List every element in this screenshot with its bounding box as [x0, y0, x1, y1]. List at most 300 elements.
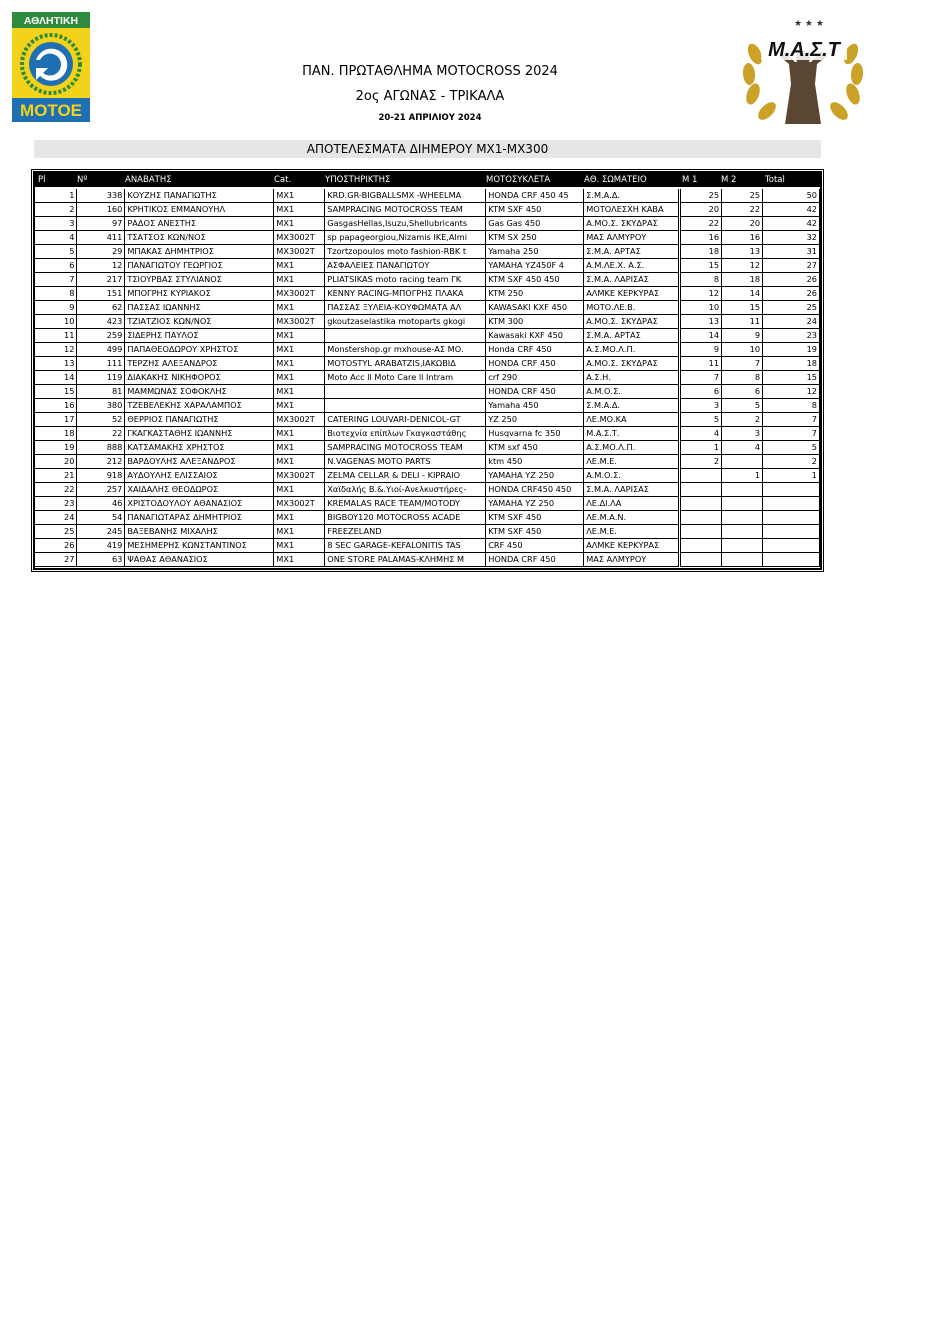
- cell-sponsor: [325, 329, 486, 343]
- cell-category: MX1: [274, 329, 325, 343]
- cell-number: 423: [77, 315, 125, 329]
- athlitiki-motoe-logo: [12, 12, 90, 122]
- cell-m2: 4: [722, 441, 763, 455]
- cell-category: MX1: [274, 553, 325, 567]
- cell-motorcycle: YZ 250: [486, 413, 584, 427]
- cell-sponsor: CATERING LOUVARI-DENICOL-GT: [325, 413, 486, 427]
- cell-pl: 8: [35, 287, 77, 301]
- table-row: [35, 413, 820, 427]
- cell-sponsor: ONE STORE PALAMAS-ΚΛΗΜΗΣ Μ: [325, 553, 486, 567]
- cell-pl: 19: [35, 441, 77, 455]
- cell-motorcycle: HONDA CRF 450: [486, 385, 584, 399]
- cell-total: 7: [763, 427, 820, 441]
- cell-motorcycle: KTM SXF 450: [486, 203, 584, 217]
- cell-pl: 2: [35, 203, 77, 217]
- cell-number: 151: [77, 287, 125, 301]
- cell-m1: 25: [680, 189, 722, 203]
- cell-sponsor: KREMALAS RACE TEAM/MOTODY: [325, 497, 486, 511]
- cell-rider: ΔΙΑΚΑΚΗΣ ΝΙΚΗΦΟΡΟΣ: [125, 371, 274, 385]
- cell-motorcycle: YAMAHA YZ450F 4: [486, 259, 584, 273]
- cell-m1: 20: [680, 203, 722, 217]
- cell-m1: 15: [680, 259, 722, 273]
- table-row: [35, 231, 820, 245]
- cell-rider: ΑΥΔΟΥΛΗΣ ΕΛΙΣΣΑΙΟΣ: [125, 469, 274, 483]
- cell-sponsor: GasgasHellas,Isuzu,Shellubricants: [325, 217, 486, 231]
- cell-m1: [680, 539, 722, 553]
- table-row: [35, 511, 820, 525]
- cell-club: ΛΕ.ΔΙ.ΛΑ: [584, 497, 680, 511]
- cell-total: 27: [763, 259, 820, 273]
- cell-club: Α.ΜΟ.Σ. ΣΚΥΔΡΑΣ: [584, 315, 680, 329]
- cell-number: 411: [77, 231, 125, 245]
- cell-category: MX3002T: [274, 469, 325, 483]
- cell-pl: 4: [35, 231, 77, 245]
- cell-number: 46: [77, 497, 125, 511]
- cell-pl: 6: [35, 259, 77, 273]
- col-total: Total: [765, 175, 785, 185]
- col-sponsor: ΥΠΟΣΤΗΡΙΚΤΗΣ: [325, 175, 391, 185]
- cell-sponsor: KRD.GR-BIGBALLSMX -WHEELMA: [325, 189, 486, 203]
- col-pl: Pl: [38, 175, 46, 185]
- table-row: [35, 525, 820, 539]
- cell-sponsor: KENNY RACING-ΜΠΟΓΡΗΣ ΠΛΑΚΑ: [325, 287, 486, 301]
- table-row: [35, 287, 820, 301]
- table-row: [35, 469, 820, 483]
- cell-sponsor: Tzortzopoulos moto fashion-RBK t: [325, 245, 486, 259]
- cell-total: 5: [763, 441, 820, 455]
- cell-pl: 22: [35, 483, 77, 497]
- cell-motorcycle: KTM SX 250: [486, 231, 584, 245]
- cell-sponsor: [325, 399, 486, 413]
- cell-pl: 9: [35, 301, 77, 315]
- results-table: [33, 171, 822, 570]
- cell-sponsor: Χαϊδαλής Β.&.Υιοί-Ανελκυστήρες-: [325, 483, 486, 497]
- cell-category: MX3002T: [274, 287, 325, 301]
- cell-club: ΜΑΣ ΑΛΜΥΡΟΥ: [584, 553, 680, 567]
- cell-sponsor: ZELMA CELLAR & DELI - KIPRAIO: [325, 469, 486, 483]
- cell-total: 25: [763, 301, 820, 315]
- cell-total: 26: [763, 273, 820, 287]
- cell-rider: ΒΑΡΔΟΥΛΗΣ ΑΛΕΞΑΝΔΡΟΣ: [125, 455, 274, 469]
- cell-rider: ΜΠΟΓΡΗΣ ΚΥΡΙΑΚΟΣ: [125, 287, 274, 301]
- cell-motorcycle: Yamaha 450: [486, 399, 584, 413]
- cell-pl: 20: [35, 455, 77, 469]
- cell-m1: 18: [680, 245, 722, 259]
- cell-rider: ΧΑΙΔΑΛΗΣ ΘΕΟΔΩΡΟΣ: [125, 483, 274, 497]
- cell-m1: 11: [680, 357, 722, 371]
- cell-rider: ΘΕΡΡΙΟΣ ΠΑΝΑΓΙΩΤΗΣ: [125, 413, 274, 427]
- cell-category: MX3002T: [274, 413, 325, 427]
- cell-motorcycle: KTM 300: [486, 315, 584, 329]
- cell-rider: ΤΣΙΟΥΡΒΑΣ ΣΤΥΛΙΑΝΟΣ: [125, 273, 274, 287]
- col-m2: M 2: [721, 175, 737, 185]
- cell-category: MX1: [274, 525, 325, 539]
- cell-total: 15: [763, 371, 820, 385]
- cell-category: MX1: [274, 483, 325, 497]
- cell-club: ΜΑΣ ΑΛΜΥΡΟΥ: [584, 231, 680, 245]
- cell-number: 81: [77, 385, 125, 399]
- col-rider: ΑΝΑΒΑΤΗΣ: [125, 175, 172, 185]
- cell-total: 23: [763, 329, 820, 343]
- cell-number: 119: [77, 371, 125, 385]
- cell-pl: 13: [35, 357, 77, 371]
- race-date: 20-21 ΑΠΡΙΛΙΟΥ 2024: [378, 113, 482, 123]
- table-row: [35, 427, 820, 441]
- cell-rider: ΒΑΞΕΒΑΝΗΣ ΜΙΧΑΛΗΣ: [125, 525, 274, 539]
- cell-category: MX1: [274, 399, 325, 413]
- cell-motorcycle: HONDA CRF 450: [486, 553, 584, 567]
- cell-club: Α.Μ.ΛΕ.Χ. Α.Σ.: [584, 259, 680, 273]
- table-row: [35, 301, 820, 315]
- cell-rider: ΜΕΣΗΜΕΡΗΣ ΚΩΝΣΤΑΝΤΙΝΟΣ: [125, 539, 274, 553]
- cell-rider: ΤΕΡΖΗΣ ΑΛΕΞΑΝΔΡΟΣ: [125, 357, 274, 371]
- cell-m1: 4: [680, 427, 722, 441]
- cell-rider: ΚΟΥΖΗΣ ΠΑΝΑΓΙΩΤΗΣ: [125, 189, 274, 203]
- cell-total: [763, 539, 820, 553]
- logo-top-text: ΑΘΛΗΤΙΚΗ: [23, 15, 79, 27]
- cell-m2: 18: [722, 273, 763, 287]
- cell-m1: 12: [680, 287, 722, 301]
- table-row: [35, 273, 820, 287]
- cell-club: Σ.Μ.Α. ΛΑΡΙΣΑΣ: [584, 273, 680, 287]
- cell-m2: [722, 511, 763, 525]
- cell-category: MX1: [274, 343, 325, 357]
- cell-pl: 17: [35, 413, 77, 427]
- cell-m1: 1: [680, 441, 722, 455]
- cell-total: 12: [763, 385, 820, 399]
- cell-club: ΛΕ.Μ.Α.Ν.: [584, 511, 680, 525]
- cell-category: MX1: [274, 357, 325, 371]
- cell-motorcycle: KTM SXF 450 450: [486, 273, 584, 287]
- cell-motorcycle: KTM sxf 450: [486, 441, 584, 455]
- cell-pl: 14: [35, 371, 77, 385]
- cell-m1: 13: [680, 315, 722, 329]
- cell-m2: [722, 539, 763, 553]
- cell-m1: [680, 469, 722, 483]
- cell-number: 918: [77, 469, 125, 483]
- cell-pl: 3: [35, 217, 77, 231]
- cell-sponsor: PLIATSIKAS moto racing team ΓΚ: [325, 273, 486, 287]
- table-row: [35, 483, 820, 497]
- cell-pl: 15: [35, 385, 77, 399]
- cell-motorcycle: KTM SXF 450: [486, 511, 584, 525]
- cell-sponsor: MOTOSTYL ARABATZIS,ΙΑΚΩΒΙΔ: [325, 357, 486, 371]
- table-row: [35, 315, 820, 329]
- cell-rider: ΜΠΑΚΑΣ ΔΗΜΗΤΡΙΟΣ: [125, 245, 274, 259]
- cell-total: 19: [763, 343, 820, 357]
- cell-pl: 5: [35, 245, 77, 259]
- logo-bottom-text: ΜΟΤΟΕ: [19, 101, 83, 120]
- cell-pl: 7: [35, 273, 77, 287]
- cell-m1: 10: [680, 301, 722, 315]
- cell-number: 160: [77, 203, 125, 217]
- cell-motorcycle: Kawasaki KXF 450: [486, 329, 584, 343]
- cell-club: Α.Σ.ΜΟ.Λ.Π.: [584, 343, 680, 357]
- cell-pl: 26: [35, 539, 77, 553]
- cell-club: Σ.Μ.Α. ΑΡΤΑΣ: [584, 329, 680, 343]
- cell-m1: [680, 511, 722, 525]
- cell-sponsor: SAMPRACING MOTOCROSS TEAM: [325, 203, 486, 217]
- cell-m1: 3: [680, 399, 722, 413]
- logo-right-text: Μ.Α.Σ.Τ: [768, 39, 840, 61]
- cell-m2: 9: [722, 329, 763, 343]
- cell-club: ΑΛΜΚΕ ΚΕΡΚΥΡΑΣ: [584, 287, 680, 301]
- cell-m2: [722, 455, 763, 469]
- cell-m1: [680, 497, 722, 511]
- col-motorcycle: ΜΟΤΟΣΥΚΛΕΤΑ: [486, 175, 551, 185]
- cell-motorcycle: ktm 450: [486, 455, 584, 469]
- col-m1: M 1: [682, 175, 698, 185]
- cell-total: 8: [763, 399, 820, 413]
- cell-m1: 9: [680, 343, 722, 357]
- cell-number: 380: [77, 399, 125, 413]
- cell-m1: 8: [680, 273, 722, 287]
- cell-total: 50: [763, 189, 820, 203]
- cell-motorcycle: KTM SXF 450: [486, 525, 584, 539]
- table-row: [35, 455, 820, 469]
- cell-m2: 25: [722, 189, 763, 203]
- cell-rider: ΚΑΤΣΑΜΑΚΗΣ ΧΡΗΣΤΟΣ: [125, 441, 274, 455]
- cell-m2: 6: [722, 385, 763, 399]
- cell-rider: ΤΖΙΑΤΖΙΟΣ ΚΩΝ/ΝΟΣ: [125, 315, 274, 329]
- cell-motorcycle: KAWASAKI KXF 450: [486, 301, 584, 315]
- cell-category: MX3002T: [274, 497, 325, 511]
- cell-m2: 1: [722, 469, 763, 483]
- cell-category: MX1: [274, 259, 325, 273]
- cell-motorcycle: HONDA CRF 450: [486, 357, 584, 371]
- cell-rider: ΓΚΑΓΚΑΣΤΑΘΗΣ ΙΩΑΝΝΗΣ: [125, 427, 274, 441]
- table-row: [35, 189, 820, 203]
- cell-club: ΛΕ.Μ.Ε.: [584, 525, 680, 539]
- cell-number: 338: [77, 189, 125, 203]
- cell-number: 245: [77, 525, 125, 539]
- cell-pl: 10: [35, 315, 77, 329]
- race-title: 2ος ΑΓΩΝΑΣ - ΤΡΙΚΑΛΑ: [355, 89, 505, 104]
- cell-m2: 20: [722, 217, 763, 231]
- table-row: [35, 245, 820, 259]
- results-banner: ΑΠΟΤΕΛΕΣΜΑΤΑ ΔΙΗΜΕΡΟΥ MX1-MX300: [34, 140, 821, 158]
- cell-pl: 21: [35, 469, 77, 483]
- cell-m1: 5: [680, 413, 722, 427]
- cell-pl: 18: [35, 427, 77, 441]
- cell-sponsor: BIGBOY120 MOTOCROSS ACADE: [325, 511, 486, 525]
- cell-total: 24: [763, 315, 820, 329]
- cell-m2: 5: [722, 399, 763, 413]
- cell-m1: 7: [680, 371, 722, 385]
- cell-motorcycle: Gas Gas 450: [486, 217, 584, 231]
- cell-motorcycle: Honda CRF 450: [486, 343, 584, 357]
- cell-number: 888: [77, 441, 125, 455]
- cell-pl: 16: [35, 399, 77, 413]
- cell-m2: 2: [722, 413, 763, 427]
- cell-m2: 7: [722, 357, 763, 371]
- cell-club: Σ.Μ.Α. ΛΑΡΙΣΑΣ: [584, 483, 680, 497]
- cell-m2: 15: [722, 301, 763, 315]
- cell-pl: 11: [35, 329, 77, 343]
- cell-number: 97: [77, 217, 125, 231]
- cell-sponsor: N.VAGENAS MOTO PARTS: [325, 455, 486, 469]
- cell-club: Α.Μ.Ο.Σ.: [584, 385, 680, 399]
- cell-club: Α.ΜΟ.Σ. ΣΚΥΔΡΑΣ: [584, 357, 680, 371]
- cell-m2: [722, 553, 763, 567]
- cell-number: 12: [77, 259, 125, 273]
- cell-rider: ΧΡΙΣΤΟΔΟΥΛΟΥ ΑΘΑΝΑΣΙΟΣ: [125, 497, 274, 511]
- cell-club: Α.Σ.Η.: [584, 371, 680, 385]
- table-row: [35, 203, 820, 217]
- cell-club: Α.Μ.Ο.Σ.: [584, 469, 680, 483]
- cell-number: 499: [77, 343, 125, 357]
- table-header: [35, 173, 820, 187]
- cell-total: 32: [763, 231, 820, 245]
- cell-motorcycle: YAMAHA YZ 250: [486, 497, 584, 511]
- table-row: [35, 553, 820, 567]
- cell-total: 42: [763, 203, 820, 217]
- cell-m1: [680, 483, 722, 497]
- cell-number: 257: [77, 483, 125, 497]
- cell-pl: 27: [35, 553, 77, 567]
- cell-category: MX3002T: [274, 245, 325, 259]
- cell-m2: 13: [722, 245, 763, 259]
- cell-category: MX1: [274, 301, 325, 315]
- cell-number: 217: [77, 273, 125, 287]
- cell-motorcycle: CRF 450: [486, 539, 584, 553]
- cell-total: 42: [763, 217, 820, 231]
- cell-club: Σ.Μ.Α.Δ.: [584, 189, 680, 203]
- cell-total: [763, 525, 820, 539]
- cell-m2: 8: [722, 371, 763, 385]
- col-category: Cat.: [274, 175, 292, 185]
- cell-number: 259: [77, 329, 125, 343]
- cell-pl: 23: [35, 497, 77, 511]
- table-row: [35, 399, 820, 413]
- cell-m2: 12: [722, 259, 763, 273]
- cell-number: 54: [77, 511, 125, 525]
- cell-m2: [722, 483, 763, 497]
- cell-club: ΑΛΜΚΕ ΚΕΡΚΥΡΑΣ: [584, 539, 680, 553]
- cell-number: 62: [77, 301, 125, 315]
- cell-sponsor: [325, 385, 486, 399]
- cell-category: MX1: [274, 217, 325, 231]
- cell-category: MX1: [274, 539, 325, 553]
- cell-m2: 22: [722, 203, 763, 217]
- cell-club: Α.Σ.ΜΟ.Λ.Π.: [584, 441, 680, 455]
- cell-category: MX3002T: [274, 315, 325, 329]
- col-number: Nº: [77, 175, 88, 185]
- cell-rider: ΤΣΑΤΣΟΣ ΚΩΝ/ΝΟΣ: [125, 231, 274, 245]
- cell-category: MX1: [274, 455, 325, 469]
- cell-club: ΛΕ.Μ.Ε.: [584, 455, 680, 469]
- table-row: [35, 539, 820, 553]
- cell-number: 29: [77, 245, 125, 259]
- cell-number: 212: [77, 455, 125, 469]
- cell-m1: [680, 525, 722, 539]
- cell-sponsor: Moto Acc ll Moto Care ll Intram: [325, 371, 486, 385]
- cell-sponsor: ΑΣΦΑΛΕΙΕΣ ΠΑΝΑΓΙΩΤΟΥ: [325, 259, 486, 273]
- cell-total: 18: [763, 357, 820, 371]
- col-club: ΑΘ. ΣΩΜΑΤΕΙΟ: [584, 175, 647, 185]
- cell-m2: 11: [722, 315, 763, 329]
- cell-category: MX1: [274, 427, 325, 441]
- cell-rider: ΜΑΜΜΩΝΑΣ ΣΟΦΟΚΛΗΣ: [125, 385, 274, 399]
- cell-m2: [722, 497, 763, 511]
- cell-m1: 22: [680, 217, 722, 231]
- cell-club: Α.ΜΟ.Σ. ΣΚΥΔΡΑΣ: [584, 217, 680, 231]
- cell-rider: ΚΡΗΤΙΚΟΣ ΕΜΜΑΝΟΥΗΛ: [125, 203, 274, 217]
- cell-motorcycle: YAMAHA YZ 250: [486, 469, 584, 483]
- cell-m1: 2: [680, 455, 722, 469]
- cell-motorcycle: Husqvarna fc 350: [486, 427, 584, 441]
- mast-logo: [737, 14, 869, 132]
- cell-sponsor: Βιοτεχνία επίπλων Γκαγκαστάθης: [325, 427, 486, 441]
- cell-category: MX3002T: [274, 231, 325, 245]
- cell-motorcycle: HONDA CRF 450 45: [486, 189, 584, 203]
- cell-m1: 16: [680, 231, 722, 245]
- cell-rider: ΠΑΝΑΓΙΩΤΟΥ ΓΕΩΡΓΙΟΣ: [125, 259, 274, 273]
- cell-total: [763, 553, 820, 567]
- table-row: [35, 259, 820, 273]
- cell-total: [763, 511, 820, 525]
- cell-total: 31: [763, 245, 820, 259]
- cell-category: MX1: [274, 189, 325, 203]
- cell-m1: 14: [680, 329, 722, 343]
- table-row: [35, 329, 820, 343]
- cell-rider: ΤΖΕΒΕΛΕΚΗΣ ΧΑΡΑΛΑΜΠΟΣ: [125, 399, 274, 413]
- cell-pl: 12: [35, 343, 77, 357]
- cell-sponsor: Monstershop.gr mxhouse-ΑΣ ΜΟ.: [325, 343, 486, 357]
- cell-category: MX1: [274, 385, 325, 399]
- cell-rider: ΠΑΝΑΓΙΩΤΑΡΑΣ ΔΗΜΗΤΡΙΟΣ: [125, 511, 274, 525]
- cell-m1: 6: [680, 385, 722, 399]
- table-row: [35, 343, 820, 357]
- cell-total: 26: [763, 287, 820, 301]
- table-row: [35, 357, 820, 371]
- cell-club: ΜΟΤΟ.ΛΕ.Β.: [584, 301, 680, 315]
- cell-motorcycle: HONDA CRF450 450: [486, 483, 584, 497]
- cell-motorcycle: Yamaha 250: [486, 245, 584, 259]
- cell-number: 22: [77, 427, 125, 441]
- cell-total: 1: [763, 469, 820, 483]
- cell-rider: ΡΑΔΟΣ ΑΝΕΣΤΗΣ: [125, 217, 274, 231]
- cell-club: ΜΟΤΟΛΕΣΧΗ ΚΑΒΑ: [584, 203, 680, 217]
- cell-m2: [722, 525, 763, 539]
- cell-category: MX1: [274, 203, 325, 217]
- cell-m2: 14: [722, 287, 763, 301]
- cell-total: [763, 497, 820, 511]
- cell-number: 52: [77, 413, 125, 427]
- cell-total: 7: [763, 413, 820, 427]
- cell-category: MX1: [274, 511, 325, 525]
- cell-m2: 3: [722, 427, 763, 441]
- table-row: [35, 217, 820, 231]
- cell-total: 2: [763, 455, 820, 469]
- cell-rider: ΠΑΠΑΘΕΟΔΩΡΟΥ ΧΡΗΣΤΟΣ: [125, 343, 274, 357]
- results-body: [35, 189, 820, 567]
- svg-text:★ ★ ★: ★ ★ ★: [794, 19, 824, 29]
- cell-club: Σ.Μ.Α. ΑΡΤΑΣ: [584, 245, 680, 259]
- cell-pl: 25: [35, 525, 77, 539]
- cell-pl: 24: [35, 511, 77, 525]
- cell-rider: ΨΑΘΑΣ ΑΘΑΝΑΣΙΟΣ: [125, 553, 274, 567]
- cell-motorcycle: KTM 250: [486, 287, 584, 301]
- table-row: [35, 385, 820, 399]
- cell-sponsor: gkoutzaselastika motoparts gkogi: [325, 315, 486, 329]
- cell-rider: ΣΙΔΕΡΗΣ ΠΑΥΛΟΣ: [125, 329, 274, 343]
- cell-m2: 16: [722, 231, 763, 245]
- cell-sponsor: SAMPRACING MOTOCROSS TEAM: [325, 441, 486, 455]
- cell-m2: 10: [722, 343, 763, 357]
- cell-sponsor: sp papageorgiou,Nizamis IKE,Almi: [325, 231, 486, 245]
- championship-title: ΠΑΝ. ΠΡΩΤΑΘΛΗΜΑ MOTOCROSS 2024: [302, 64, 558, 79]
